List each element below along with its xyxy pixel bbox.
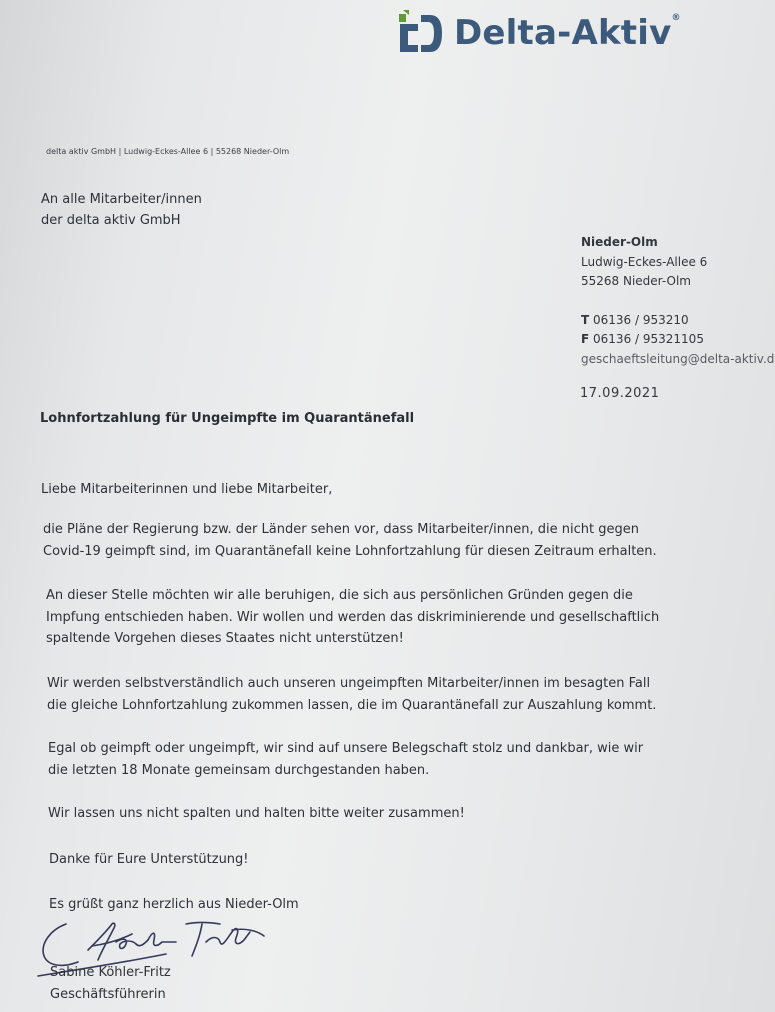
recipient-block [41, 189, 202, 231]
phone-label: T [581, 312, 590, 327]
contact-city: Nieder-Olm [581, 235, 658, 249]
contact-zip-city: 55268 Nieder-Olm [581, 274, 691, 288]
paragraph-line: die Pläne der Regierung bzw. der Länder sehen vor, dass Mitarbeiter/innen, die nicht gegen [43, 522, 639, 537]
contact-email: geschaeftsleitung@delta-aktiv.d [581, 351, 775, 366]
paragraph-6 [49, 849, 249, 871]
paragraph-line: Danke für Eure Unterstützung! [49, 852, 249, 867]
paragraph-line: An dieser Stelle möchten wir alle beruhigen, die sich aus persönlichen Gründen gegen die [46, 588, 633, 603]
paragraph-line: Egal ob geimpft oder ungeimpft, wir sind auf unsere Belegschaft stolz und dankbar, wie wir [48, 741, 644, 756]
fax-label: F [581, 332, 590, 346]
paragraph-2 [46, 585, 659, 650]
contact-phone [581, 311, 774, 331]
delta-aktiv-logo-mark-icon [396, 10, 444, 56]
paragraph-line: Wir lassen uns nicht spalten und halten bitte weiter zusammen! [48, 806, 465, 821]
contact-street: Ludwig-Eckes-Allee 6 [581, 254, 708, 269]
paragraph-line: Wir werden selbstverständlich auch unseren ungeimpften Mitarbeiter/innen im besagten Fall [47, 676, 651, 691]
phone-number: 06136 / 953210 [593, 312, 689, 327]
closing-line: Es grüßt ganz herzlich aus Nieder-Olm [49, 897, 299, 912]
signer-title: Geschäftsführerin [50, 987, 166, 1002]
paragraph-line: die gleiche Lohnfortzahlung zukommen lassen, die im Quarantänefall zur Auszahlung kommt. [47, 697, 657, 713]
recipient-line-2: der delta aktiv GmbH [41, 213, 181, 228]
paragraph-1 [43, 519, 657, 562]
contact-fax [581, 330, 774, 350]
salutation: Liebe Mitarbeiterinnen und liebe Mitarbeiter, [41, 482, 333, 497]
paragraph-line: Impfung entschieden haben. Wir wollen und werden das diskriminierende und gesellschaftlich [46, 609, 660, 625]
sender-address-line: delta aktiv GmbH | Ludwig-Eckes-Allee 6 | 55268 Nieder-Olm [46, 147, 290, 156]
signer-name: Sabine Köhler-Fritz [50, 965, 171, 980]
paragraph-line: die letzten 18 Monate gemeinsam durchgestanden haben. [48, 762, 430, 778]
company-logo [396, 8, 681, 58]
paragraph-line: Covid-19 geimpft sind, im Quarantänefall keine Lohnfortzahlung für diesen Zeitraum erhalten. [43, 543, 657, 559]
contact-block [581, 233, 774, 369]
paragraph-3 [47, 673, 656, 716]
fax-number: 06136 / 95321105 [593, 332, 704, 346]
paragraph-line: spaltende Vorgehen dieses Staates nicht unterstützen! [46, 631, 404, 646]
logo-wordmark: Delta-Aktiv® [454, 13, 681, 53]
letter-subject: Lohnfortzahlung für Ungeimpfte im Quarantänefall [40, 411, 415, 426]
paragraph-4 [48, 738, 643, 781]
registered-mark: ® [671, 13, 681, 23]
paragraph-5 [48, 803, 465, 825]
recipient-line-1: An alle Mitarbeiter/innen [41, 192, 202, 207]
letter-date: 17.09.2021 [580, 386, 660, 401]
